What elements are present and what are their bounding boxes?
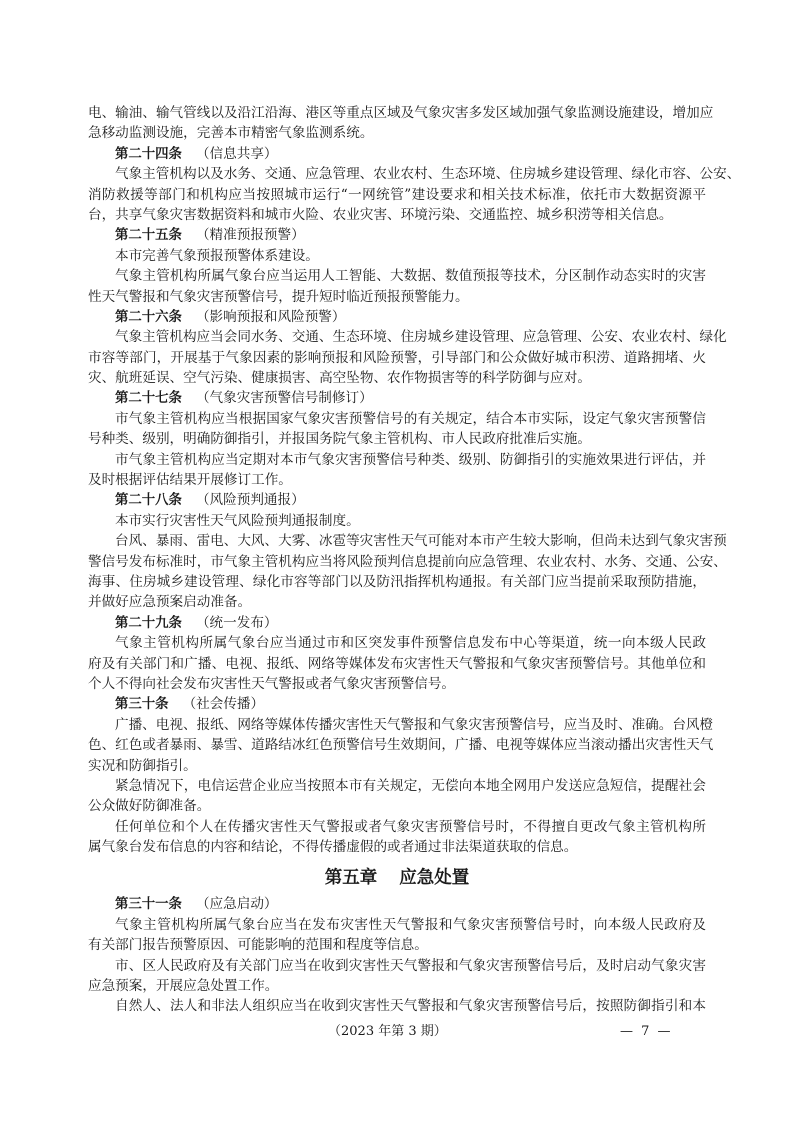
text-line: 任何单位和个人在传播灾害性天气警报或者气象灾害预警信号时，不得擅自更改气象主管机构所 (115, 818, 706, 835)
text-line: 气象主管机构所属气象台应当通过市和区突发事件预警信息发布中心等渠道，统一向本级人民政 (115, 635, 706, 652)
text-line: 广播、电视、报纸、网络等媒体传播灾害性天气警报和气象灾害预警信号，应当及时、准确。台风橙 (115, 716, 714, 733)
article-heading (88, 894, 706, 914)
text-line: 电、输油、输气管线以及沿江沿海、港区等重点区域及气象灾害多发区域加强气象监测设施建设，增加应 (88, 105, 714, 121)
article-number: 第二十九条 (115, 615, 182, 631)
page-number: — 7 — (620, 1024, 673, 1039)
text-line: 紧急情况下，电信运营企业应当按照本市有关规定，无偿向本地全网用户发送应急短信，提醒社会 (115, 777, 706, 794)
article-title: （影响预报和风险预警） (195, 308, 346, 325)
text-line: 有关部门报告预警原因、可能影响的范围和程度等信息。 (88, 937, 428, 954)
text-line: 台，共享气象灾害数据资料和城市火险、农业灾害、环境污染、交通监控、城乡积涝等相关信息。 (88, 206, 673, 223)
text-line: 属气象台发布信息的内容和结论，不得传播虚假的或者通过非法渠道获取的信息。 (88, 839, 578, 856)
page-footer (0, 1022, 793, 1042)
article-number: 第三十一条 (115, 897, 182, 913)
document-body (88, 103, 741, 1017)
article-number: 第三十条 (115, 697, 169, 713)
text-line: 及时根据评估结果开展修订工作。 (88, 472, 292, 489)
text-line: 气象主管机构所属气象台应当在发布灾害性天气警报和气象灾害预警信号时，向本级人民政府及 (115, 916, 706, 933)
article-number: 第二十七条 (115, 391, 182, 407)
text-line: 气象主管机构应当会同水务、交通、生态环境、住房城乡建设管理、应急管理、公安、农业农村、绿化 (115, 329, 727, 346)
text-line: 实况和防御指引。 (88, 757, 197, 774)
chapter-number: 第五章 (324, 868, 378, 889)
text-line: 消防救援等部门和机构应当按照城市运行“一网统管”建设要求和相关技术标准，依托市大数据资源平 (88, 186, 706, 203)
text-line: 本市完善气象预报预警体系建设。 (115, 247, 319, 264)
article-heading (88, 613, 706, 633)
article-number: 第二十五条 (115, 228, 182, 244)
text-line: 市、区人民政府及有关部门应当在收到灾害性天气警报和气象灾害预警信号后，及时启动气象灾害 (115, 957, 706, 974)
article-number: 第二十八条 (115, 493, 182, 509)
text-line: 自然人、法人和非法人组织应当在收到灾害性天气警报和气象灾害预警信号后，按照防御指引和本 (115, 998, 706, 1015)
text-line: 并做好应急预案启动准备。 (88, 594, 252, 611)
text-line: 应急预案，开展应急处置工作。 (88, 978, 279, 995)
text-line: 市气象主管机构应当定期对本市气象灾害预警信号种类、级别、防御指引的实施效果进行评估，并 (115, 451, 706, 468)
text-line: 灾、航班延误、空气污染、健康损害、高空坠物、农作物损害等的科学防御与应对。 (88, 370, 591, 387)
article-heading (88, 225, 706, 245)
article-title: （风险预判通报） (195, 492, 305, 509)
issue-label: （2023 年第 3 期） (328, 1024, 447, 1039)
article-number: 第二十六条 (115, 309, 182, 325)
article-title: （气象灾害预警信号制修订） (195, 390, 373, 407)
text-line: 个人不得向社会发布灾害性天气警报或者气象灾害预警信号。 (88, 675, 456, 692)
article-title: （应急启动） (195, 896, 278, 913)
text-line: 气象主管机构所属气象台应当运用人工智能、大数据、数值预报等技术，分区制作动态实时的灾害 (115, 268, 706, 285)
article-heading (88, 388, 706, 408)
text-line: 台风、暴雨、雷电、大风、大雾、冰雹等灾害性天气可能对本市产生较大影响，但尚未达到气象灾害预 (115, 533, 727, 550)
article-number: 第二十四条 (115, 146, 182, 162)
article-heading (88, 490, 706, 510)
text-line: 海事、住房城乡建设管理、绿化市容等部门以及防汛指挥机构通报。有关部门应当提前采取预防措施， (88, 573, 706, 590)
article-heading (88, 144, 706, 164)
text-line: 气象主管机构以及水务、交通、应急管理、农业农村、生态环境、住房城乡建设管理、绿化市容、公安、 (115, 166, 741, 183)
article-heading (88, 307, 706, 327)
text-line: 警信号发布标准时，市气象主管机构应当将风险预判信息提前向应急管理、农业农村、水务、交通、公安、 (88, 553, 727, 570)
article-title: （社会传播） (182, 696, 265, 713)
article-heading (88, 694, 706, 714)
text-line: 公众做好防御准备。 (88, 798, 211, 815)
text-line: 市气象主管机构应当根据国家气象灾害预警信号的有关规定，结合本市实际，设定气象灾害预警信 (115, 410, 706, 427)
text-line: 色、红色或者暴雨、暴雪、道路结冰红色预警信号生效期间，广播、电视等媒体应当滚动播出灾害性天气 (88, 737, 714, 754)
article-title: （统一发布） (195, 614, 278, 631)
text-line: 府及有关部门和广播、电视、报纸、网络等媒体发布灾害性天气警报和气象灾害预警信号。其他单位和 (88, 655, 706, 672)
chapter-heading (88, 859, 706, 897)
text-line: 性天气警报和气象灾害预警信号，提升短时临近预报预警能力。 (88, 288, 469, 305)
text-line: 市容等部门，开展基于气象因素的影响预报和风险预警，引导部门和公众做好城市积涝、道路拥堵、火 (88, 349, 706, 366)
chapter-title: 应急处置 (399, 868, 470, 889)
article-title: （精准预报预警） (195, 227, 305, 244)
article-title: （信息共享） (195, 145, 278, 162)
text-line: 号种类、级别，明确防御指引，并报国务院气象主管机构、市人民政府批准后实施。 (88, 431, 591, 448)
text-line: 急移动监测设施，完善本市精密气象监测系统。 (88, 125, 374, 142)
text-line: 本市实行灾害性天气风险预判通报制度。 (115, 512, 360, 529)
